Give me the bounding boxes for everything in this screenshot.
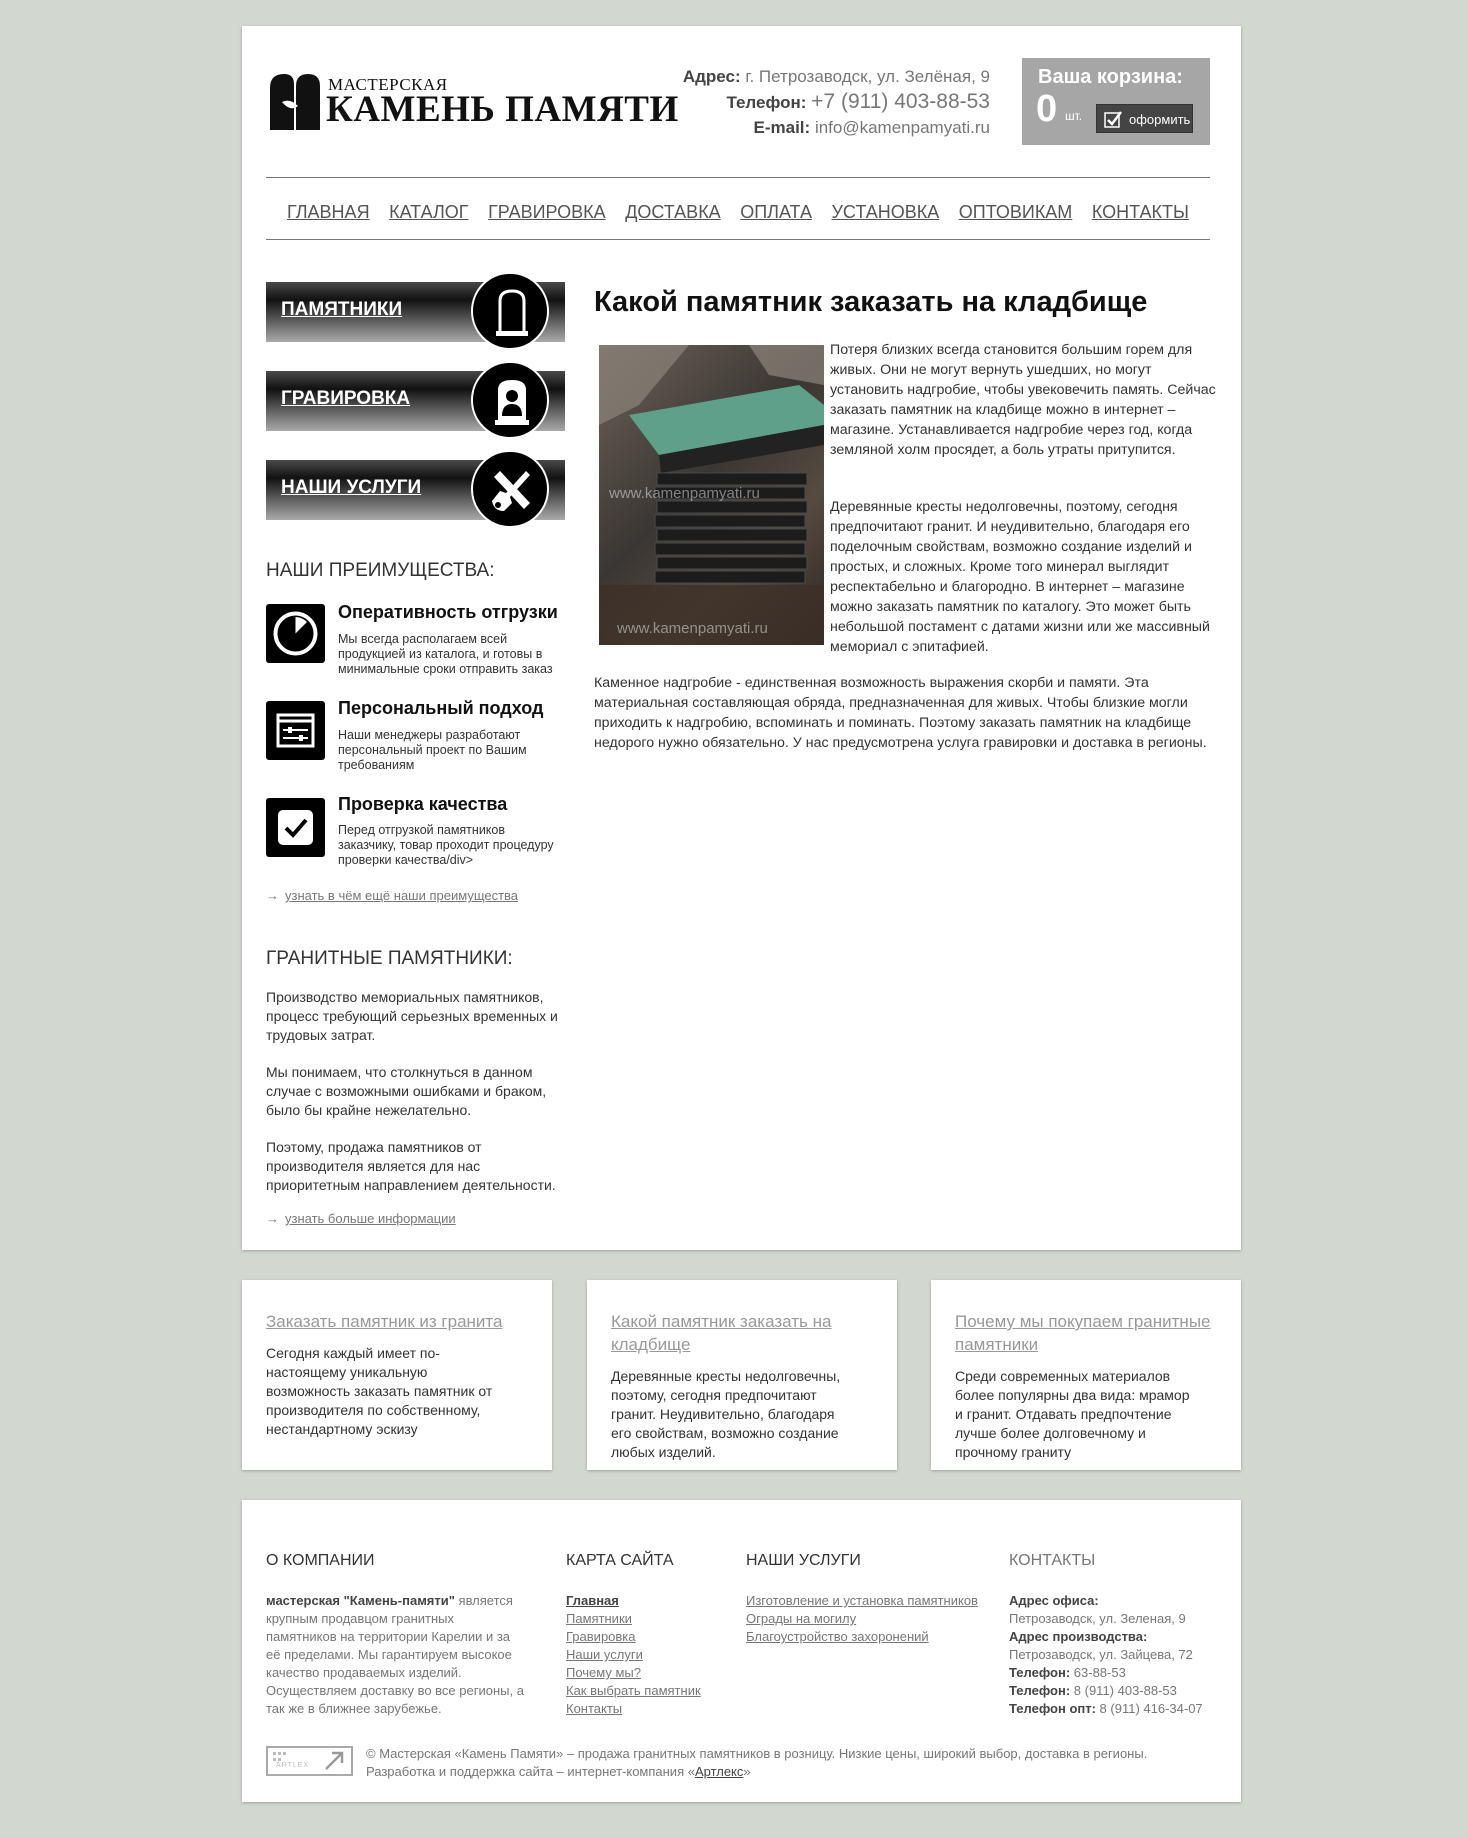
sitemap-link-services[interactable]: Наши услуги — [566, 1647, 643, 1662]
arrow-icon: → — [266, 888, 279, 903]
service-link-fences[interactable]: Ограды на могилу — [746, 1611, 857, 1626]
sitemap-link-monuments[interactable]: Памятники — [566, 1611, 632, 1626]
phone-value: +7 (911) 403-88-53 — [811, 90, 990, 113]
nav-item-engraving[interactable]: ГРАВИРОВКА — [488, 202, 606, 222]
developer-link[interactable]: Артлекс — [694, 1764, 744, 1779]
phone1-value: 63-88-53 — [1070, 1665, 1126, 1680]
arrow-icon: → — [266, 1211, 279, 1226]
footer-contacts-title: КОНТАКТЫ — [1009, 1552, 1096, 1569]
card-title-1[interactable]: Заказать памятник из гранита — [266, 1312, 503, 1331]
cart-count: 0 — [1036, 88, 1058, 130]
nav-item-contacts[interactable]: КОНТАКТЫ — [1091, 202, 1189, 222]
nav-divider-bottom — [266, 239, 1210, 240]
phone2-value: 8 (911) 403-88-53 — [1070, 1683, 1177, 1698]
footer-about-text: является крупным продавцом гранитных памятников на территории Карелии и за её пределами. Мы гарантируем высокое качество продаваемых изделий. Осуществляем доставку во все регионы, а так же в ближнее зарубежье. — [266, 1593, 524, 1716]
card-1 — [242, 1280, 552, 1470]
nav-item-home[interactable]: ГЛАВНАЯ — [287, 202, 370, 222]
card-3 — [931, 1280, 1241, 1470]
advantage-title-1: Оперативность отгрузки — [338, 602, 558, 622]
sitemap-link-contacts[interactable]: Контакты — [566, 1701, 623, 1716]
phone1-label: Телефон: — [1009, 1665, 1071, 1680]
office-value: Петрозаводск, ул. Зеленая, 9 — [1009, 1611, 1186, 1626]
sliders-icon — [266, 701, 325, 760]
footer-contacts — [1009, 1592, 1203, 1718]
nav-divider-top — [266, 177, 1210, 178]
footer-company-name: мастерская "Камень-памяти" — [266, 1593, 455, 1608]
advantage-text-2: Наши менеджеры разработают персональный проект по Вашим требованиям — [338, 728, 527, 772]
advantage-title-3: Проверка качества — [338, 794, 508, 814]
service-link-landscaping[interactable]: Благоустройство захоронений — [746, 1629, 929, 1644]
tools-icon — [471, 450, 549, 528]
granite-title: ГРАНИТНЫЕ ПАМЯТНИКИ: — [266, 948, 513, 969]
main-panel — [242, 26, 1241, 1250]
nav-item-installation[interactable]: УСТАНОВКА — [831, 202, 940, 222]
logo-subtitle: МАСТЕРСКАЯ — [328, 75, 448, 94]
cart-title: Ваша корзина: — [1038, 66, 1183, 88]
sitemap-link-engraving[interactable]: Гравировка — [566, 1629, 636, 1644]
stopwatch-icon — [266, 604, 325, 663]
advantage-text-3: Перед отгрузкой памятников заказчику, товар проходит процедуру проверки качества/div> — [338, 823, 554, 867]
article-paragraph-1: Потеря близких всегда становится большим горем для живых. Они не могут вернуть ушедших, но могут установить надгробие, чтобы увековечить память. Сейчас заказать памятник на кладбище можно в интернет – магазине. Устанавливается надгробие через год, когда земляной холм просядет, а боль утраты притупится. — [830, 342, 1216, 458]
phone-label: Телефон: — [726, 93, 807, 112]
card-title-3[interactable]: Почему мы покупаем гранитные памятники — [955, 1312, 1211, 1354]
developer-logo-icon — [268, 1748, 351, 1774]
email-label: E-mail: — [753, 118, 811, 137]
portrait-tombstone-icon — [471, 361, 549, 439]
service-link-manufacturing[interactable]: Изготовление и установка памятников — [746, 1593, 978, 1608]
article-title: Какой памятник заказать на кладбище — [594, 286, 1148, 318]
granite-more-link[interactable]: узнать больше информации — [285, 1211, 456, 1226]
photo-watermark-1: www.kamenpamyati.ru — [609, 485, 760, 502]
card-text-1: Сегодня каждый имеет по-настоящему уникальную возможность заказать памятник от производителя по собственному, нестандартному эскизу — [266, 1345, 493, 1437]
granite-paragraph-1: Производство мемориальных памятников, процесс требующий серьезных временных и трудовых затрат. — [266, 989, 558, 1043]
production-value: Петрозаводск, ул. Зайцева, 72 — [1009, 1647, 1193, 1662]
main-nav — [266, 202, 1210, 223]
cart-unit: шт. — [1065, 109, 1083, 123]
card-text-2: Деревянные кресты недолговечны, поэтому, сегодня предпочитают гранит. Неудивительно, благодаря его свойствам, возможно создание любых изделий. — [611, 1368, 841, 1460]
footer-about-title: О КОМПАНИИ — [266, 1552, 375, 1569]
cart-widget — [1022, 58, 1210, 145]
card-2 — [587, 1280, 897, 1470]
article-paragraph-3: Каменное надгробие - единственная возможность выражения скорби и памяти. Эта материальная составляющая обряда, предназначенная для живых. Чтобы близкие могли приходить к надгробию, вспоминать и поминать. Поэтому заказать памятник на кладбище недорого нужно обязательно. У нас предусмотрена услуга гравировки и доставка в регионы. — [594, 675, 1207, 751]
checkout-label: оформить — [1129, 112, 1191, 127]
banner-engraving[interactable] — [266, 371, 565, 431]
logo-title[interactable]: КАМЕНЬ ПАМЯТИ — [326, 89, 679, 130]
footer-copyright-block — [366, 1745, 1147, 1781]
granite-more — [266, 1211, 456, 1226]
address-value: г. Петрозаводск, ул. Зелёная, 9 — [745, 67, 990, 86]
developer-logo-text: ARTLEX — [276, 1762, 310, 1769]
developer-logo[interactable] — [266, 1746, 353, 1776]
granite-paragraph-2: Мы понимаем, что столкнуться в данном случае с возможными ошибками и браком, было бы крайне нежелательно. — [266, 1064, 547, 1118]
advantage-text-1: Мы всегда располагаем всей продукцией из каталога, и готовы в минимальные сроки отправить заказ — [338, 632, 553, 676]
footer — [242, 1500, 1241, 1802]
photo-watermark-2: www.kamenpamyati.ru — [617, 620, 768, 637]
check-icon — [266, 798, 325, 857]
card-text-3: Среди современных материалов более популярны два вида: мрамор и гранит. Отдавать предпочтение лучше более долговечному и прочному граниту — [955, 1368, 1190, 1460]
footer-about — [266, 1592, 526, 1718]
phone3-label: Телефон опт: — [1009, 1701, 1096, 1716]
phone2-label: Телефон: — [1009, 1683, 1071, 1698]
footer-sitemap-title: КАРТА САЙТА — [566, 1552, 674, 1569]
advantage-title-2: Персональный подход — [338, 698, 544, 718]
nav-item-catalog[interactable]: КАТАЛОГ — [389, 202, 469, 222]
address-label: Адрес: — [682, 67, 741, 86]
footer-dev-text: Разработка и поддержка сайта – интернет-компания « — [366, 1764, 695, 1779]
advantages-more-link[interactable]: узнать в чём ещё наши преимущества — [285, 888, 519, 903]
office-label: Адрес офиса: — [1009, 1593, 1099, 1608]
sitemap-link-why-us[interactable]: Почему мы? — [566, 1665, 641, 1680]
logo-icon[interactable] — [268, 72, 322, 130]
card-title-2[interactable]: Какой памятник заказать на кладбище — [611, 1312, 832, 1354]
phone3-value: 8 (911) 416-34-07 — [1095, 1701, 1203, 1716]
nav-item-delivery[interactable]: ДОСТАВКА — [625, 202, 721, 222]
sitemap-link-home[interactable]: Главная — [566, 1593, 619, 1608]
nav-item-payment[interactable]: ОПЛАТА — [740, 202, 812, 222]
article-paragraph-2: Деревянные кресты недолговечны, поэтому, сегодня предпочитают гранит. И неудивительно, благодаря его поделочным свойствам, возможно создание изделий и простых, и сложных. Кроме того минерал выглядит респектабельно и благородно. В интернет – магазине можно заказать памятник по каталогу. Это может быть небольшой постамент с датами жизни или же массивный мемориал с эпитафией. — [830, 499, 1210, 655]
footer-sitemap — [566, 1592, 701, 1718]
granite-paragraph-3: Поэтому, продажа памятников от производителя является для нас приоритетным направлением деятельности. — [266, 1139, 556, 1193]
tombstone-icon — [471, 272, 549, 350]
article-photo — [599, 345, 824, 645]
email-value[interactable]: info@kamenpamyati.ru — [814, 118, 990, 137]
checkbox-icon — [1104, 110, 1123, 129]
sitemap-link-choose[interactable]: Как выбрать памятник — [566, 1683, 701, 1698]
footer-services-title: НАШИ УСЛУГИ — [746, 1552, 861, 1569]
banner-monuments-label: ПАМЯТНИКИ — [281, 299, 403, 320]
footer-dev-end: » — [743, 1764, 751, 1779]
production-label: Адрес производства: — [1009, 1629, 1148, 1644]
nav-item-wholesale[interactable]: ОПТОВИКАМ — [958, 202, 1073, 222]
banner-services[interactable] — [266, 460, 565, 520]
footer-copyright: © Мастерская «Камень Памяти» – продажа гранитных памятников в розницу. Низкие цены, широкий выбор, доставка в регионы. — [366, 1746, 1148, 1761]
advantages-more — [266, 888, 518, 903]
checkout-button[interactable] — [1096, 104, 1193, 133]
advantages-title: НАШИ ПРЕИМУЩЕСТВА: — [266, 560, 495, 581]
header-contacts — [683, 64, 990, 140]
footer-services — [746, 1592, 978, 1646]
banner-monuments[interactable] — [266, 282, 565, 342]
banner-services-label: НАШИ УСЛУГИ — [281, 477, 422, 498]
banner-engraving-label: ГРАВИРОВКА — [281, 388, 411, 409]
